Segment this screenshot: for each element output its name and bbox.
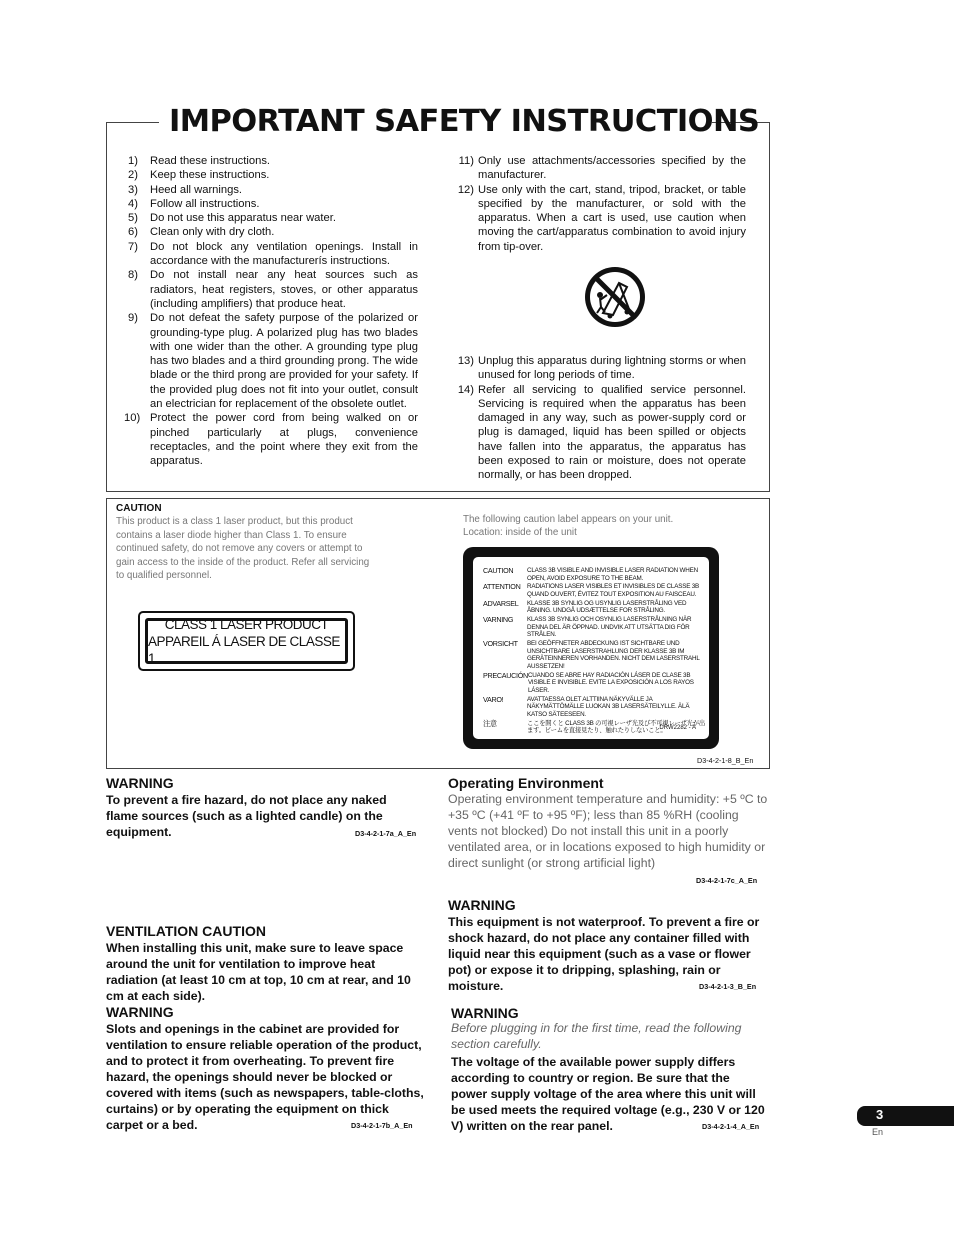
page-language: En [872,1127,884,1137]
list-item: 10) Protect the power cord from being walked on or pinched particularly at plugs, convenience receptacles, and the point where they exit from the apparatus. [124,412,418,468]
instructions-list-left [124,154,418,469]
list-item: 13) Unplug this apparatus during lightning storms or when unused for long periods of time. [457,355,746,382]
laser-label-row: ATTENTION RADIATIONS LASER VISIBLES ET INVISIBLES DE CLASSE 3B QUAND OUVERT, ÉVITEZ TOUT EXPOSITION AU FAISCEAU. [483,582,700,598]
warning-water-heading: WARNING [448,897,516,913]
warning-power-text: The voltage of the available power supply differs according to country or region. Be sure that the power supply voltage of the area where this unit will be used meets the required voltage (e.g., 230 V or 120 V) written on the rear panel. [451,1055,765,1133]
list-item: 1) Read these instructions. [128,155,271,167]
page-title: IMPORTANT SAFETY INSTRUCTIONS [169,104,760,139]
laser-label-rows [483,567,707,736]
list-item: 11) Only use attachments/accessories specified by the manufacturer. [458,155,746,182]
warning-water-text: This equipment is not waterproof. To prevent a fire or shock hazard, do not place any container filled with liquid near this equipment (such as a vase or flower pot) or expose it to dripping, splashing, rain or moisture. [448,915,760,993]
warning-fire-code: D3-4-2-1-7a_A_En [355,829,417,838]
warning-fire-heading: WARNING [106,775,174,791]
warning-slots-heading: WARNING [106,1004,174,1020]
laser-label-row: VORSICHT BEI GEÖFFNETER ABDECKUNG IST SICHTBARE UND UNSICHTBARE LASERSTRAHLUNG DER KLASSE 3B IM GERÄTEINNEREN VORHANDEN. NICHT DEM LASERSTRAHL AUSSETZEN! [483,639,700,670]
list-item: 2) Keep these instructions. [128,169,270,182]
laser-label-row: VARNING KLASS 3B SYNLIG OCH OSYNLIG LASERSTRÅLNING NÄR DENNA DEL ÄR ÖPPNAD. UNDVIK ATT UTSÄTTA DIG FÖR STRÅLEN. [483,615,692,639]
warning-water-code: D3-4-2-1-3_B_En [699,982,757,991]
ventilation-code: D3-4-2-1-7b_A_En [351,1121,413,1130]
warning-fire-text: To prevent a fire hazard, do not place any naked flame sources (such as a lighted candle) on the equipment. [106,793,387,839]
label-location-note: The following caution label appears on your unit. Location: inside of the unit [463,514,674,538]
laser-label-row: ADVARSEL KLASSE 3B SYNLIG OG USYNLIG LASERSTRÅLING VED ÅBNING. UNDGÅ UDSÆTTELSE FOR STRÅLING. [483,598,687,615]
laser-label-code: DRW2282 - A [659,725,696,731]
page-number-tab [857,1106,954,1126]
warning-power-code: D3-4-2-1-4_A_En [702,1122,760,1131]
list-item: 4) Follow all instructions. [128,197,260,210]
laser-label-row: VARO! AVATTAESSA OLET ALTTIINA NÄKYVÄLLE JA NÄKYMÄTTÖMÄLLE LUOKAN 3B LASERSÄTEILYLLE. ÄLÄ KATSO SÄTEESEEN. [483,694,690,718]
operating-environment-text: Operating environment temperature and humidity: +5 ºC to +35 ºC (+41 ºF to +95 ºF); less than 85 %RH (cooling vents not blocked) Do not install this unit in a poorly ventilated area, or in locations exposed to high humidity or direct sunlight (or strong artificial light) [448,792,768,870]
class1-label-line2: APPAREIL Á LASER DE CLASSE 1 [148,633,340,666]
list-item: 6) Clean only with dry cloth. [128,226,275,239]
instructions-list-right-top [454,154,746,254]
class1-label-line1: CLASS 1 LASER PRODUCT [164,616,329,632]
list-item: 8) Do not install near any heat sources such as radiators, heat registers, stoves, or other apparatus (including amplifiers) that produce heat. [128,269,418,310]
ventilation-heading: VENTILATION CAUTION [106,923,266,939]
list-item: 5) Do not use this apparatus near water. [128,212,336,225]
caution-ref-code: D3-4-2-1-8_B_En [697,756,754,765]
caution-heading: CAUTION [116,503,162,514]
laser-radiation-label [463,547,719,749]
laser-label-row: 注意 ここを開くと CLASS 3B の可視レーザ光及び不可視レーザ光が出ます。ビームを直接見たり、触れたりしないこと。 [483,718,705,735]
warning-slots-text: Slots and openings in the cabinet are provided for ventilation to ensure reliable operation of the product, and to protect it from overheating. To prevent fire hazard, the openings should never be blocked or covered with items (such as newspapers, table-cloths, curtains) or by operating the equipment on thick carpet or a bed. [106,1022,424,1132]
caution-body: This product is a class 1 laser product, but this product contains a laser diode higher than Class 1. To ensure continued safety, do not remove any covers or attempt to gain access to the inside of the product. Refer all servicing to qualified personnel. [116,516,370,582]
operating-environment-code: D3-4-2-1-7c_A_En [696,876,758,885]
list-item: 14) Refer all servicing to qualified service personnel. Servicing is required when the apparatus has been damaged in any way, such as power-supply cord or plug is damaged, liquid has been spilled or objects have fallen into the apparatus, the apparatus has been exposed to rain or moisture, does not operate normally, or has been dropped. [457,383,746,482]
list-item: 7) Do not block any ventilation openings. Install in accordance with the manufacturerís instructions. [128,240,418,268]
list-item: 12) Use only with the cart, stand, tripod, bracket, or table specified by the manufacturer, or sold with the apparatus. When a cart is used, use caution when moving the cart/apparatus combination to avoid injury from tip-over. [457,183,746,253]
title-rule-left [106,122,159,123]
cart-tip-over-warning-icon [583,265,647,329]
operating-environment-heading: Operating Environment [448,775,604,791]
list-item: 9) Do not defeat the safety purpose of the polarized or grounding-type plug. A polarized plug has two blades with one wider than the other. A grounding type plug has two blades and a third grounding prong. The wide blade or the third prong are provided for your safety. If the provided plug does not fit into your outlet, consult an electrician for replacement of the obsolete outlet. [128,312,418,411]
instructions-list-right-bottom [454,354,746,483]
warning-power-heading: WARNING [451,1005,519,1021]
warning-power-intro: Before plugging in for the first time, read the following section carefully. [451,1021,742,1051]
class1-laser-label [138,611,355,671]
laser-label-row: PRECAUCIÓN CUANDO SE ABRE HAY RADIACIÓN LÁSER DE CLASE 3B VISIBLE E INVISIBLE. EVITE LA EXPOSICIÓN A LOS RAYOS LÁSER. [483,670,694,694]
laser-label-row: CAUTION CLASS 3B VISIBLE AND INVISIBLE LASER RADIATION WHEN OPEN, AVOID EXPOSURE TO THE BEAM. [483,566,698,582]
list-item: 3) Heed all warnings. [128,183,243,196]
page-number: 3 [876,1107,884,1122]
ventilation-text: When installing this unit, make sure to leave space around the unit for ventilation to improve heat radiation (at least 10 cm at top, 10 cm at rear, and 10 cm at each side). [106,941,411,1003]
